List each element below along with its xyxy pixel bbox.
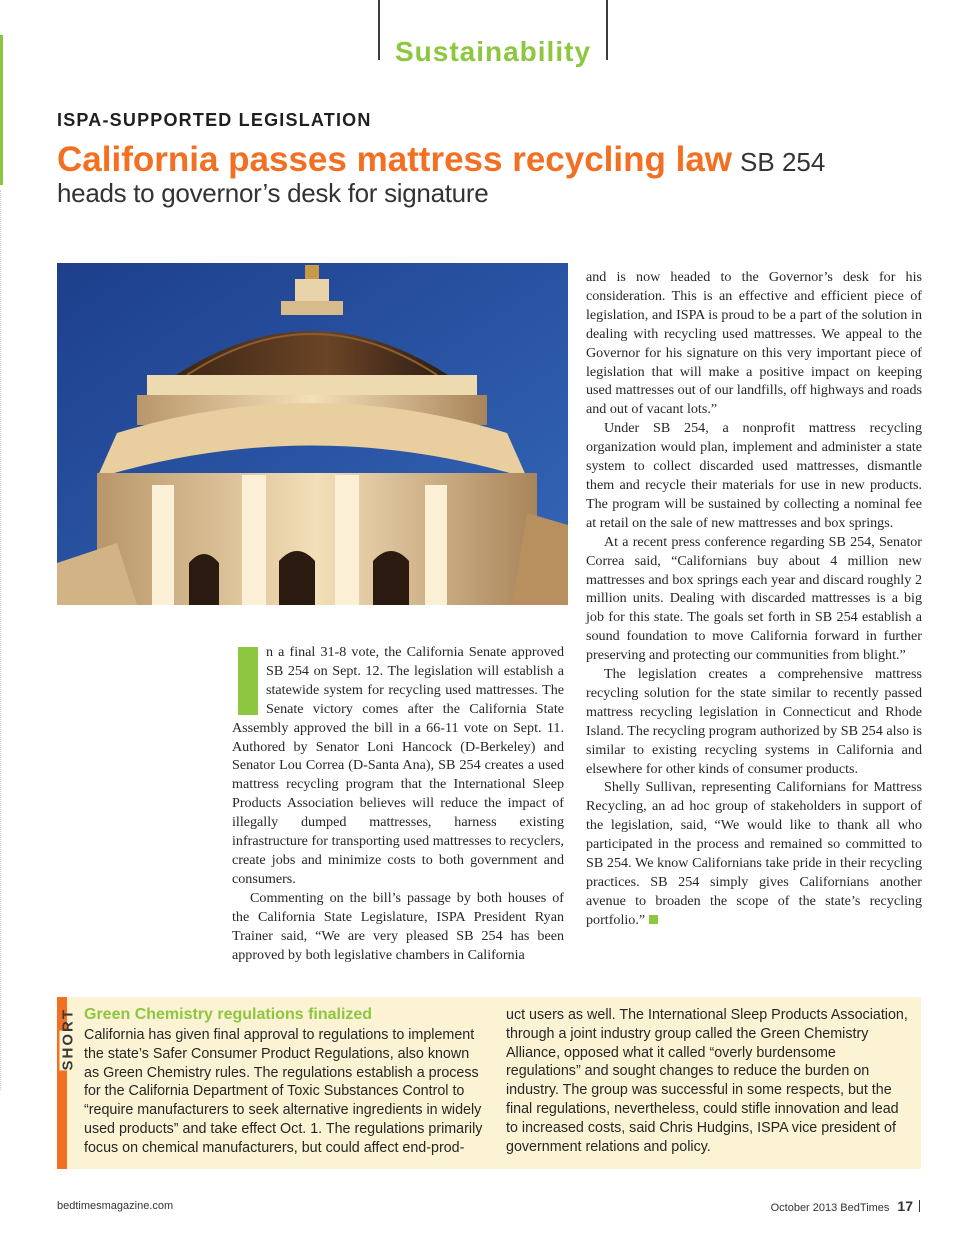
section-label: Sustainability	[394, 36, 592, 67]
drop-cap	[238, 647, 258, 715]
article-paragraph: and is now headed to the Governor’s desk for his consideration. This is an effective and efficient piece of legislation, and ISPA is proud to be a part of the solution in dealing with recycling used mattresses. We appeal to the Governor for his signature on this very important piece of legislation that will make a positive impact on keeping used mattresses out of our landfills, off highways and roads and out of vacant lots.”	[586, 269, 922, 418]
short-text-right: uct users as well. The International Sleep Products Association, through a joint industry group called the Green Chemistry Alliance, opposed what it called “overly burdensome regulations” and sought changes to reduce the burden on industry. The group was successful in some respects, but the final regulations, nevertheless, could stifle innovation and lead to increased costs, said Chris Hudgins, ISPA vice president of government relations and policy.	[506, 1007, 908, 1155]
page-number: 17	[897, 1198, 913, 1214]
article-paragraph	[232, 643, 564, 889]
headline-main: California passes mattress recycling law	[57, 140, 733, 179]
paragraph-text: n a final 31-8 vote, the California Senate approved SB 254 on Sept. 12. The legislation will establish a statewide system for recycling used mattresses. The Senate victory comes after the California State Assembly approved the bill in a 66-11 vote on Sept. 11. Authored by Senator Loni Hancock (D-Berkeley) and Senator Lou Correa (D-Santa Ana), SB 254 creates a used mattress recycling program that the International Sleep Products Association believes will reduce the impact of illegally dumped mattresses, harness existing infrastructure for transporting used mattresses to recyclers, create jobs and minimize costs to both government and consumers.	[232, 644, 564, 887]
footer-issue: October 2013 BedTimes	[770, 1202, 890, 1214]
article-column-left	[232, 643, 564, 964]
short-text-left: California has given final approval to regulations to implement the state’s Safer Consumer Product Regulations, also known as Green Chemistry rules. The regulations establish a process for the California Department of Toxic Substances Control to “require manufacturers to seek alternative ingredients in widely used products” and take effect Oct. 1. The regulations primarily focus on chemical manufacturers, but could affect end-prod-	[84, 1027, 483, 1156]
footer-folio	[771, 1198, 920, 1214]
section-header	[378, 0, 608, 67]
article-paragraph: Under SB 254, a nonprofit mattress recycling organization would plan, implement and administer a state system to collect discarded used mattresses, dismantle them and recycle their materials for use in new products. The program will be sustained by collecting a nominal fee at retail on the sale of new mattresses and box springs.	[586, 420, 922, 531]
edge-accent-bar	[0, 35, 3, 185]
article-kicker: ISPA-SUPPORTED LEGISLATION	[57, 110, 372, 130]
article-paragraph: The legislation creates a comprehensive mattress recycling solution for the state similar to recently passed mattress recycling legislation in Connecticut and Rhode Island. The recycling program authorized by SB 254 also is similar to existing recycling systems in California and elsewhere for other kinds of consumer products.	[586, 666, 922, 777]
folio-divider	[919, 1200, 920, 1212]
footer-website: bedtimesmagazine.com	[57, 1200, 174, 1212]
article-column-right	[586, 268, 922, 930]
edge-dotted-rule	[0, 190, 2, 1090]
article-paragraph: Commenting on the bill’s passage by both houses of the California State Legislature, ISPA President Ryan Trainer said, “We are very pleased SB 254 has been approved by both legislative chambers in California	[232, 889, 564, 963]
short-title: Green Chemistry regulations finalized	[84, 1006, 373, 1023]
article-paragraph: At a recent press conference regarding SB 254, Senator Correa said, “Californians buy about 4 million new mattresses and box springs each year and discard roughly 2 million units. Dealing with discarded mattresses is a big job for this state. The goals set forth in SB 254 establish a sound foundation to move California forward in further preserving and protecting our communities from blight.”	[586, 533, 922, 664]
article-subhead: heads to governor’s desk for signature	[57, 178, 489, 208]
end-mark-icon	[649, 915, 658, 924]
paragraph-text: Shelly Sullivan, representing Californians for Mattress Recycling, an ad hoc group of stakeholders in support of the legislation, said, “We would like to thank all who participated in the process and remained so committed to SB 254. We know Californians take pride in their recycling practices. SB 254 simply gives Californians another avenue to broaden the scope of the state’s recycling portfolio.”	[586, 779, 922, 928]
capitol-dome-photo	[57, 263, 568, 605]
article-paragraph-last	[586, 778, 922, 929]
article-headline	[57, 140, 937, 180]
headline-tail: SB 254	[740, 147, 826, 177]
short-tag: SHORT	[59, 1008, 77, 1071]
